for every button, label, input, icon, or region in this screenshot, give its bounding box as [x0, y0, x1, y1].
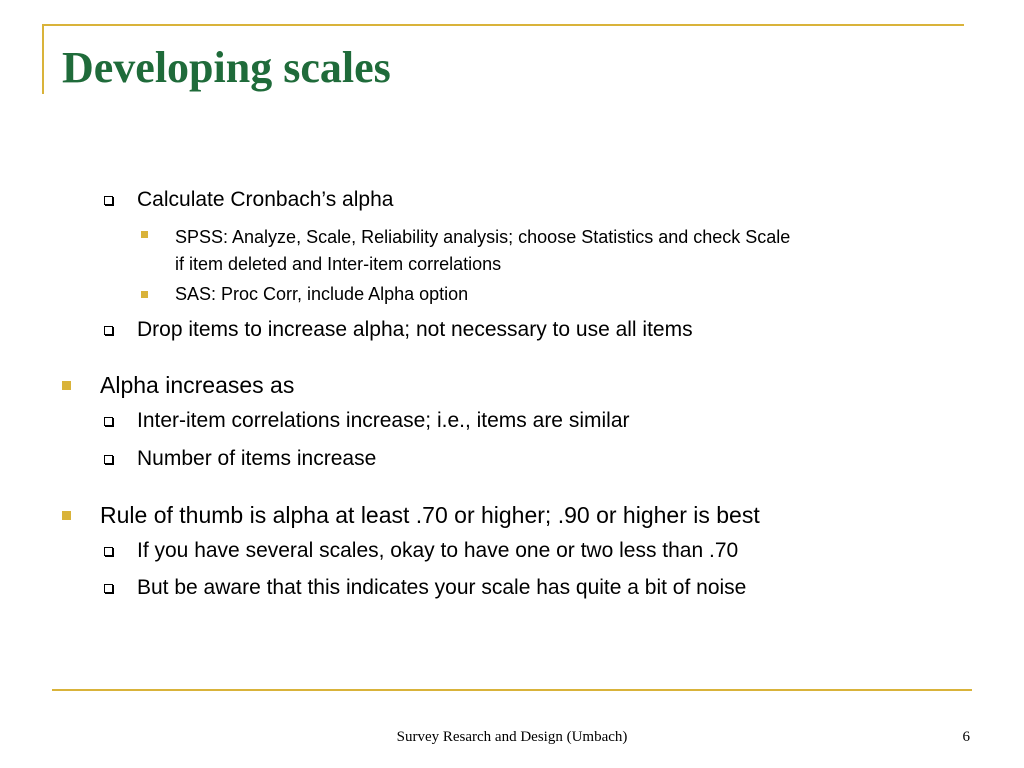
bullet-sas [175, 284, 468, 305]
square-bullet-icon [62, 511, 71, 520]
bullet-text: Drop items to increase alpha; not necessary to use all items [137, 318, 693, 341]
bullet-cronbach [137, 188, 393, 212]
square-bullet-icon [141, 231, 148, 238]
footer-rule [52, 689, 972, 691]
bullet-text-line-1: SPSS: Analyze, Scale, Reliability analysis; choose Statistics and check Scale [175, 227, 791, 247]
bullet-text-line-2: if item deleted and Inter-item correlations [175, 254, 502, 274]
footer-text: Survey Resarch and Design (Umbach) [396, 729, 628, 745]
hollow-square-bullet-icon [104, 547, 113, 556]
bullet-text: Alpha increases as [100, 372, 295, 398]
bullet-text: But be aware that this indicates your scale has quite a bit of noise [137, 576, 747, 599]
bullet-text: If you have several scales, okay to have one or two less than .70 [137, 539, 739, 562]
bullet-text: Number of items increase [137, 447, 377, 470]
slide-title: Developing scales [62, 43, 391, 92]
hollow-square-bullet-icon [104, 326, 113, 335]
bullet-drop-items [137, 318, 693, 342]
bullet-spss [175, 224, 790, 278]
square-bullet-icon [141, 291, 148, 298]
bullet-inter-item [137, 409, 630, 433]
hollow-square-bullet-icon [104, 196, 113, 205]
bullet-number-items [137, 447, 376, 471]
bullet-alpha-increases [100, 372, 294, 399]
square-bullet-icon [62, 381, 71, 390]
hollow-square-bullet-icon [104, 417, 113, 426]
bullet-text: SAS: Proc Corr, include Alpha option [175, 284, 469, 304]
bullet-text: Rule of thumb is alpha at least .70 or higher; .90 or higher is best [100, 502, 760, 528]
bullet-be-aware [137, 576, 746, 600]
bullet-text: Inter-item correlations increase; i.e., items are similar [137, 409, 630, 432]
hollow-square-bullet-icon [104, 584, 113, 593]
bullet-rule-of-thumb [100, 502, 760, 529]
page-number: 6 [962, 729, 970, 745]
bullet-several-scales [137, 539, 738, 563]
bullet-text: Calculate Cronbach’s alpha [137, 188, 394, 211]
hollow-square-bullet-icon [104, 455, 113, 464]
